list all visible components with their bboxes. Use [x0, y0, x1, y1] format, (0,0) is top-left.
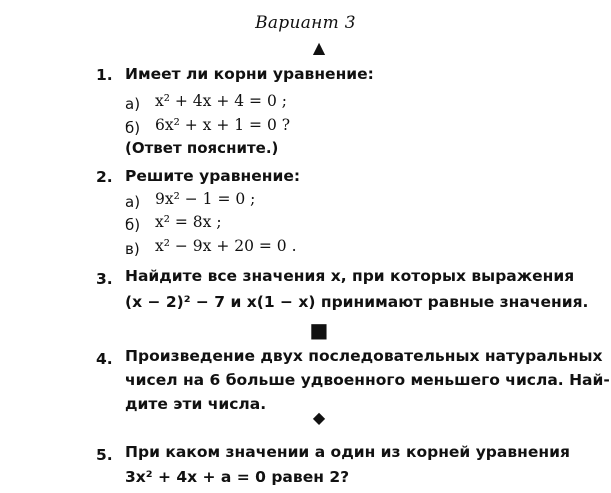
task-1-item-b-label: б): [125, 119, 141, 137]
task-4-line-2: чисел на 6 больше удвоенного меньшего числа. Най-: [125, 371, 610, 389]
task-5-line-2: 3x² + 4x + a = 0 равен 2?: [125, 468, 350, 486]
task-4-number: 4.: [96, 350, 113, 368]
task-1-text: Имеет ли корни уравнение:: [125, 65, 374, 83]
task-5-line-1: При каком значении a один из корней уравнения: [125, 443, 570, 461]
task-2-item-c-expr: x² − 9x + 20 = 0 .: [155, 237, 297, 255]
triangle-marker-icon: ▲: [312, 38, 326, 57]
task-2-text: Решите уравнение:: [125, 167, 301, 185]
task-1-item-a-label: а): [125, 95, 141, 113]
task-3-line-1: Найдите все значения x, при которых выражения: [125, 267, 575, 285]
task-1-number: 1.: [96, 66, 113, 84]
diamond-marker-icon: ◆: [312, 408, 326, 427]
task-4-line-1: Произведение двух последовательных натуральных: [125, 347, 603, 365]
task-2-item-b-label: б): [125, 216, 141, 234]
task-1-note: (Ответ поясните.): [125, 139, 279, 157]
task-2-item-a-expr: 9x² − 1 = 0 ;: [155, 190, 256, 208]
square-marker-icon: ■: [309, 318, 329, 342]
task-2-item-b-expr: x² = 8x ;: [155, 213, 222, 231]
task-1-item-b-expr: 6x² + x + 1 = 0 ?: [155, 116, 291, 134]
task-3-line-2: (x − 2)² − 7 и x(1 − x) принимают равные значения.: [125, 293, 589, 311]
task-4-line-3: дите эти числа.: [125, 395, 267, 413]
task-2-number: 2.: [96, 168, 113, 186]
task-3-number: 3.: [96, 270, 113, 288]
task-2-item-a-label: а): [125, 193, 141, 211]
task-5-number: 5.: [96, 446, 113, 464]
variant-title: Вариант 3: [255, 13, 356, 33]
task-1-item-a-expr: x² + 4x + 4 = 0 ;: [155, 92, 287, 110]
task-2-item-c-label: в): [125, 240, 140, 258]
